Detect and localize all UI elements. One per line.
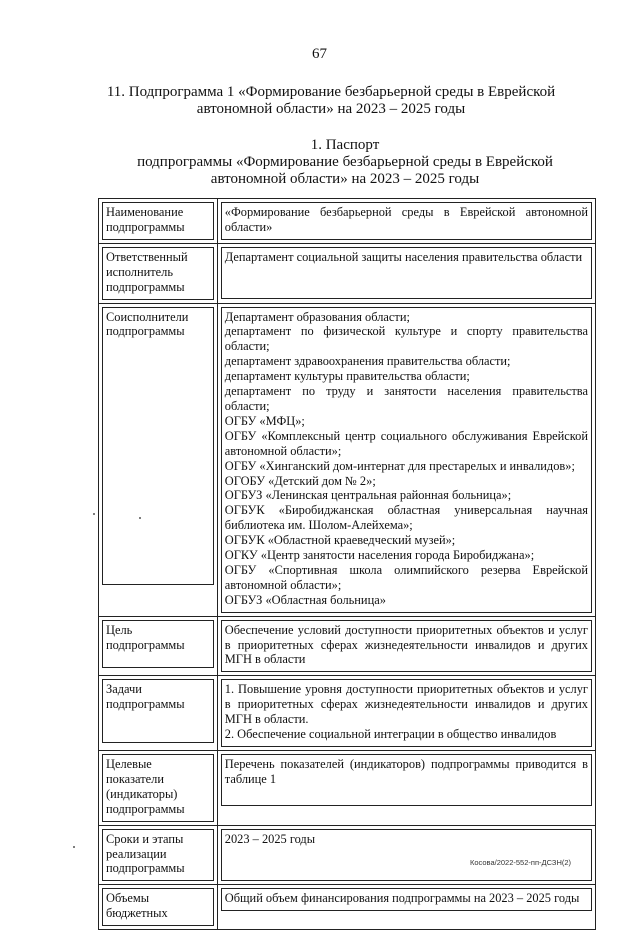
scan-speck — [139, 517, 141, 519]
list-item: ОГБУ «Хинганский дом-интернат для престарелых и инвалидов»; — [224, 458, 575, 473]
scan-speck — [93, 513, 95, 515]
passport-title-line2: подпрограммы «Формирование безбарьерной среды в Еврейской автономной области» на 2023 – 2025 годы — [137, 154, 553, 187]
table-row — [99, 199, 596, 244]
list-item: ОГБУК «Областной краеведческий музей»; — [224, 533, 456, 548]
passport-title — [100, 137, 590, 188]
row-label-tasks: Задачи подпрограммы — [102, 679, 214, 743]
table-row — [99, 751, 596, 826]
list-item: ОГБУ «МФЦ»; — [224, 413, 305, 428]
list-item: Департамент образования области; — [224, 309, 410, 324]
list-item: департамент по физической культуре и спорту правительства области; — [224, 324, 588, 354]
passport-table — [98, 198, 596, 930]
row-value-timeline: 2023 – 2025 годы — [221, 829, 592, 881]
list-item: департамент здравоохранения правительства области; — [224, 354, 511, 369]
row-value-name: «Формирование безбарьерной среды в Еврейской автономной области» — [221, 202, 592, 240]
row-label-coexecutors: Соисполнители подпрограммы — [102, 307, 214, 585]
scan-speck — [73, 846, 75, 848]
row-label-name: Наименование подпрограммы — [102, 202, 214, 240]
row-value-indicators: Перечень показателей (индикаторов) подпрограммы приводится в таблице 1 — [221, 754, 592, 806]
table-row — [99, 243, 596, 303]
list-item: 1. Повышение уровня доступности приоритетных объектов и услуг в приоритетных сферах жизнедеятельности инвалидов и других МГН в области. — [224, 682, 588, 727]
table-row — [99, 676, 596, 751]
passport-title-line1: 1. Паспорт — [310, 137, 380, 153]
row-label-budget: Объемы бюджетных — [102, 888, 214, 926]
table-row — [99, 616, 596, 676]
row-value-responsible: Департамент социальной защиты населения правительства области — [221, 247, 592, 299]
table-row — [99, 885, 596, 930]
list-item: ОГБУК «Биробиджанская областная универсальная научная библиотека им. Шолом-Алейхема»; — [224, 503, 588, 533]
footer-stamp: Косова/2022-552-пп-ДСЗН(2) — [470, 858, 572, 867]
row-label-goal: Цель подпрограммы — [102, 620, 214, 668]
list-item: ОГКУ «Центр занятости населения города Биробиджана»; — [224, 548, 535, 563]
row-label-responsible: Ответственный исполнитель подпрограммы — [102, 247, 214, 300]
row-value-coexecutors — [221, 307, 592, 613]
list-item: 2. Обеспечение социальной интеграции в общество инвалидов — [224, 727, 557, 742]
list-item: ОГОБУ «Детский дом № 2»; — [224, 473, 376, 488]
row-value-tasks — [221, 679, 592, 747]
list-item: ОГБУЗ «Областная больница» — [224, 592, 386, 607]
subprogram-heading: 11. Подпрограмма 1 «Формирование безбарьерной среды в Еврейской автономной области» на 2023 – 2025 годы — [106, 84, 556, 117]
row-value-budget: Общий объем финансирования подпрограммы на 2023 – 2025 годы — [221, 888, 592, 911]
row-label-timeline: Сроки и этапы реализации подпрограммы — [102, 829, 214, 882]
list-item: департамент по труду и занятости населения правительства области; — [224, 384, 588, 413]
row-value-goal: Обеспечение условий доступности приоритетных объектов и услуг в приоритетных сферах жизнедеятельности инвалидов и других МГН в области — [221, 620, 592, 673]
list-item: департамент культуры правительства области; — [224, 369, 470, 384]
list-item: ОГБУ «Комплексный центр социального обслуживания Еврейской автономной области»; — [224, 428, 588, 458]
page-number: 67 — [312, 46, 327, 62]
table-row — [99, 825, 596, 885]
row-label-indicators: Целевые показатели (индикаторы) подпрограммы — [102, 754, 214, 822]
table-row — [99, 303, 596, 616]
list-item: ОГБУЗ «Ленинская центральная районная больница»; — [224, 488, 512, 503]
list-item: ОГБУ «Спортивная школа олимпийского резерва Еврейской автономной области»; — [224, 562, 588, 592]
